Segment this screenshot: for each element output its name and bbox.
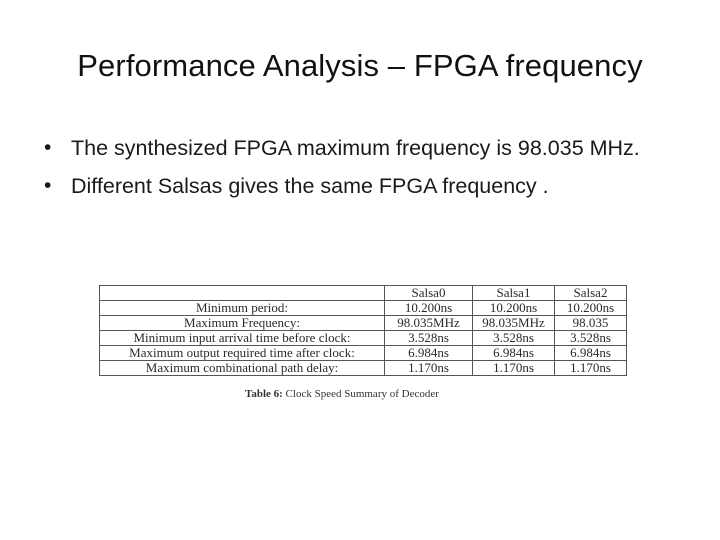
table-row xyxy=(100,361,627,376)
table-cell: 1.170ns xyxy=(385,361,473,376)
row-label: Minimum period: xyxy=(100,301,385,316)
table-cell: 6.984ns xyxy=(555,346,627,361)
clock-speed-table xyxy=(99,285,627,376)
bullet-list xyxy=(44,133,694,209)
row-label: Maximum output required time after clock: xyxy=(100,346,385,361)
row-label: Maximum combinational path delay: xyxy=(100,361,385,376)
bullet-item xyxy=(44,133,694,163)
bullet-text: The synthesized FPGA maximum frequency is 98.035 MHz. xyxy=(71,136,640,160)
bullet-item xyxy=(44,171,694,201)
table-header-row xyxy=(100,286,627,301)
table-row xyxy=(100,316,627,331)
table-cell: 98.035 xyxy=(555,316,627,331)
table-cell: 10.200ns xyxy=(555,301,627,316)
slide-title: Performance Analysis – FPGA frequency xyxy=(77,48,643,83)
table-row xyxy=(100,301,627,316)
table-caption xyxy=(245,388,627,400)
table-header-cell: Salsa2 xyxy=(555,286,627,301)
table-figure xyxy=(99,285,627,400)
table-cell: 3.528ns xyxy=(555,331,627,346)
table-cell: 3.528ns xyxy=(385,331,473,346)
table-cell: 6.984ns xyxy=(385,346,473,361)
table-header-cell: Salsa0 xyxy=(385,286,473,301)
table-cell: 3.528ns xyxy=(473,331,555,346)
row-label: Maximum Frequency: xyxy=(100,316,385,331)
caption-label: Table 6: xyxy=(245,388,283,400)
table-cell: 6.984ns xyxy=(473,346,555,361)
table-header-cell: Salsa1 xyxy=(473,286,555,301)
bullet-icon: • xyxy=(44,174,52,197)
table-header-cell xyxy=(100,286,385,301)
table-row xyxy=(100,346,627,361)
table-cell: 98.035MHz xyxy=(385,316,473,331)
table-cell: 10.200ns xyxy=(473,301,555,316)
caption-text: Clock Speed Summary of Decoder xyxy=(285,388,439,400)
table-row xyxy=(100,331,627,346)
table-cell: 1.170ns xyxy=(555,361,627,376)
table-cell: 98.035MHz xyxy=(473,316,555,331)
bullet-text: Different Salsas gives the same FPGA frequency . xyxy=(71,174,549,198)
bullet-icon: • xyxy=(44,136,52,159)
table-cell: 10.200ns xyxy=(385,301,473,316)
table-cell: 1.170ns xyxy=(473,361,555,376)
row-label: Minimum input arrival time before clock: xyxy=(100,331,385,346)
